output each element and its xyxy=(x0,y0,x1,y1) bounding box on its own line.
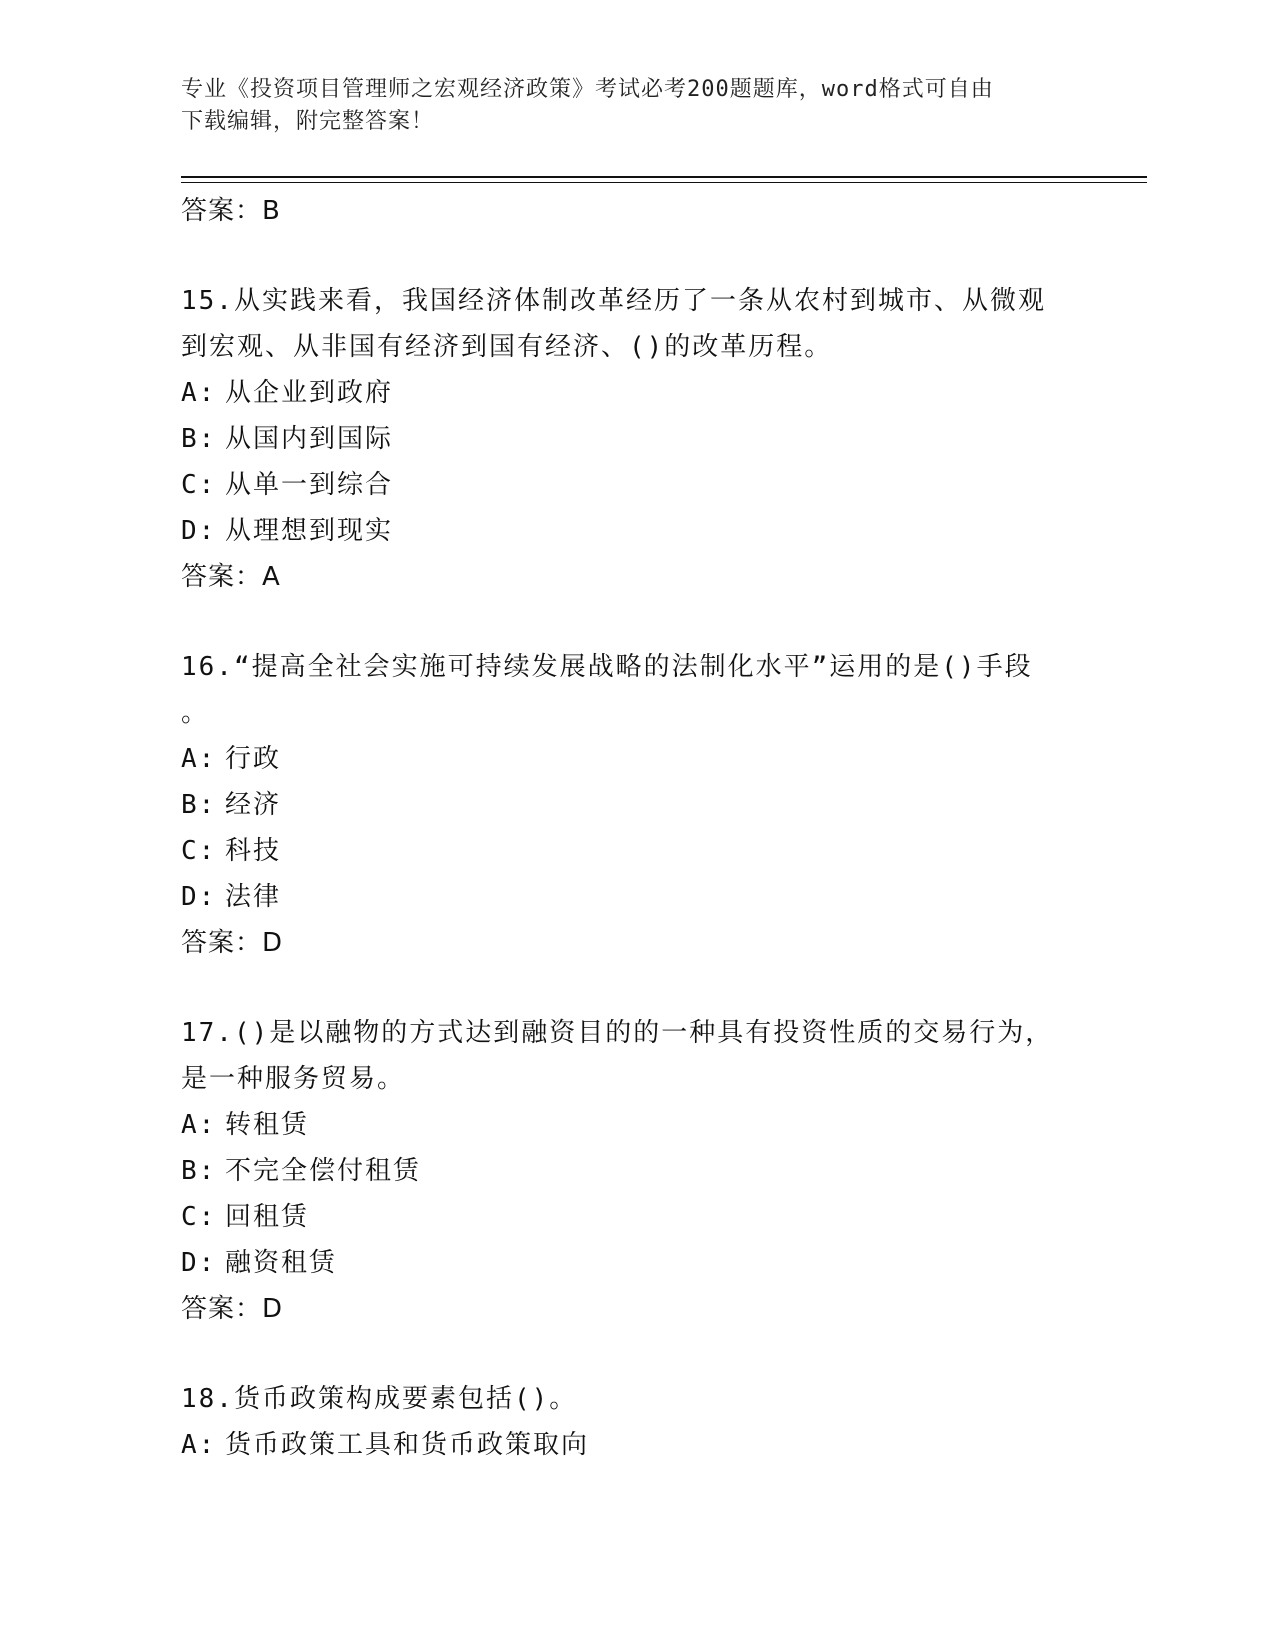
option-letter: C: xyxy=(181,470,217,500)
option-text: 行政 xyxy=(225,744,282,774)
question-17 xyxy=(181,1010,1101,1332)
option-letter: A: xyxy=(181,378,217,408)
option-letter: B: xyxy=(181,424,217,454)
header-line-2: 下载编辑，附完整答案！ xyxy=(181,109,435,134)
question-text-line: 是一种服务贸易。 xyxy=(181,1064,406,1094)
option-a xyxy=(181,736,1101,782)
option-text: 回租赁 xyxy=(225,1202,310,1232)
option-text: 转租赁 xyxy=(225,1110,310,1140)
question-15 xyxy=(181,278,1101,600)
option-text: 科技 xyxy=(225,836,282,866)
option-d xyxy=(181,508,1101,554)
option-c xyxy=(181,828,1101,874)
option-letter: B: xyxy=(181,1156,217,1186)
option-letter: A: xyxy=(181,744,217,774)
option-c xyxy=(181,1194,1101,1240)
document-header xyxy=(181,74,1061,138)
option-b xyxy=(181,1148,1101,1194)
question-text-line: 到宏观、从非国有经济到国有经济、()的改革历程。 xyxy=(181,332,833,362)
option-letter: D: xyxy=(181,1248,217,1278)
answer-line: 答案：D xyxy=(181,928,284,958)
option-letter: A: xyxy=(181,1430,217,1460)
answer-line: 答案：A xyxy=(181,562,281,592)
question-text-line: 。 xyxy=(181,698,210,728)
option-text: 从理想到现实 xyxy=(225,516,394,546)
header-divider-thin xyxy=(181,182,1147,183)
question-list xyxy=(181,188,1101,1468)
question-16 xyxy=(181,644,1101,966)
option-letter: C: xyxy=(181,836,217,866)
option-text: 不完全偿付租赁 xyxy=(225,1156,422,1186)
option-text: 从国内到国际 xyxy=(225,424,394,454)
option-b xyxy=(181,782,1101,828)
header-line-1: 专业《投资项目管理师之宏观经济政策》考试必考200题题库，word格式可自由 xyxy=(181,77,994,102)
option-letter: A: xyxy=(181,1110,217,1140)
option-text: 融资租赁 xyxy=(225,1248,338,1278)
question-18 xyxy=(181,1376,1101,1468)
option-d xyxy=(181,1240,1101,1286)
answer-line: 答案：D xyxy=(181,1294,284,1324)
option-a xyxy=(181,370,1101,416)
option-b xyxy=(181,416,1101,462)
option-c xyxy=(181,462,1101,508)
option-text: 从企业到政府 xyxy=(225,378,394,408)
option-text: 货币政策工具和货币政策取向 xyxy=(225,1430,590,1460)
question-text-line: 18.货币政策构成要素包括()。 xyxy=(181,1384,578,1414)
option-letter: C: xyxy=(181,1202,217,1232)
question-text-line: 17.()是以融物的方式达到融资目的的一种具有投资性质的交易行为， xyxy=(181,1018,1054,1048)
previous-answer: 答案：B xyxy=(181,196,281,226)
question-text-line: 16.“提高全社会实施可持续发展战略的法制化水平”运用的是()手段 xyxy=(181,652,1033,682)
option-letter: B: xyxy=(181,790,217,820)
option-text: 经济 xyxy=(225,790,282,820)
option-letter: D: xyxy=(181,882,217,912)
option-a xyxy=(181,1422,1101,1468)
option-text: 法律 xyxy=(225,882,282,912)
option-text: 从单一到综合 xyxy=(225,470,394,500)
header-divider-thick xyxy=(181,176,1147,178)
question-text-line: 15.从实践来看，我国经济体制改革经历了一条从农村到城市、从微观 xyxy=(181,286,1046,316)
option-a xyxy=(181,1102,1101,1148)
option-letter: D: xyxy=(181,516,217,546)
option-d xyxy=(181,874,1101,920)
